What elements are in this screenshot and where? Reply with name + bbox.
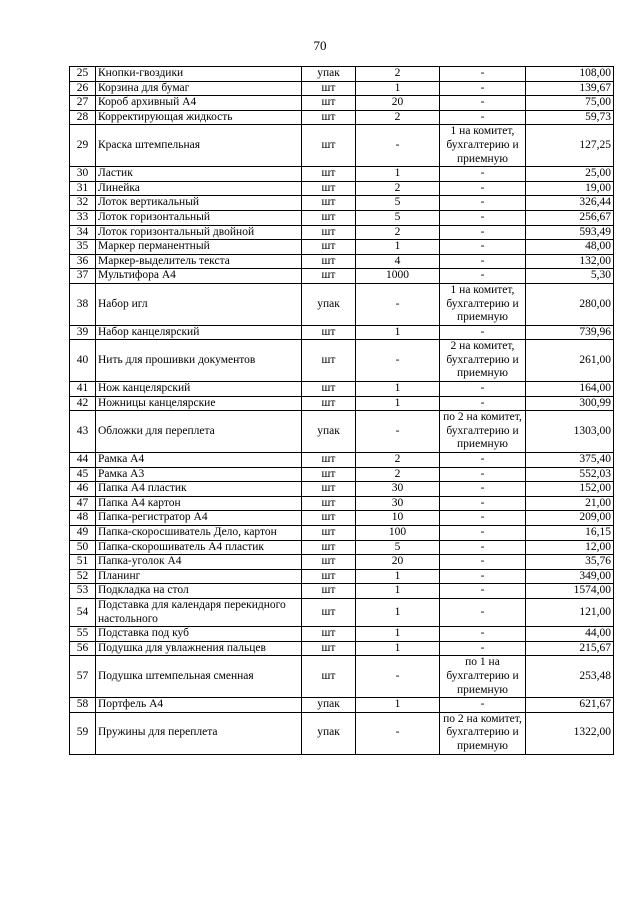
row-number: 39 [70,325,96,340]
quantity-cell: 1000 [356,269,440,284]
distribution-note: - [440,598,526,626]
row-number: 49 [70,526,96,541]
table-body [70,67,614,755]
distribution-note: - [440,467,526,482]
price-cell: 215,67 [526,641,614,656]
price-cell: 739,96 [526,325,614,340]
price-cell: 19,00 [526,181,614,196]
row-number: 58 [70,698,96,713]
item-name: Ластик [96,167,302,182]
unit-cell: упак [302,67,356,82]
item-name: Папка А4 картон [96,496,302,511]
item-name: Планинг [96,569,302,584]
table-row [70,269,614,284]
unit-cell: шт [302,325,356,340]
price-cell: 108,00 [526,67,614,82]
table-row [70,453,614,468]
distribution-note: по 1 на бухгалтерию и приемную [440,656,526,698]
table-row [70,511,614,526]
table-row [70,210,614,225]
unit-cell: шт [302,656,356,698]
row-number: 33 [70,210,96,225]
item-name: Папка А4 пластик [96,482,302,497]
unit-cell: шт [302,181,356,196]
unit-cell: шт [302,555,356,570]
table-row [70,526,614,541]
table-row [70,67,614,82]
price-cell: 59,73 [526,110,614,125]
unit-cell: шт [302,467,356,482]
quantity-cell: 1 [356,325,440,340]
unit-cell: шт [302,210,356,225]
distribution-note: - [440,167,526,182]
price-cell: 326,44 [526,196,614,211]
quantity-cell: 10 [356,511,440,526]
unit-cell: шт [302,125,356,167]
row-number: 25 [70,67,96,82]
quantity-cell: 1 [356,569,440,584]
quantity-cell: 1 [356,627,440,642]
item-name: Корректирующая жидкость [96,110,302,125]
unit-cell: шт [302,196,356,211]
unit-cell: шт [302,526,356,541]
table-row [70,110,614,125]
quantity-cell: - [356,411,440,453]
unit-cell: шт [302,81,356,96]
table-row [70,712,614,754]
distribution-note: - [440,396,526,411]
price-cell: 132,00 [526,254,614,269]
item-name: Рамка А4 [96,453,302,468]
row-number: 28 [70,110,96,125]
unit-cell: шт [302,110,356,125]
row-number: 41 [70,382,96,397]
price-cell: 16,15 [526,526,614,541]
unit-cell: шт [302,627,356,642]
row-number: 38 [70,283,96,325]
unit-cell: шт [302,240,356,255]
item-name: Папка-скоросшиватель Дело, картон [96,526,302,541]
row-number: 47 [70,496,96,511]
distribution-note: - [440,641,526,656]
distribution-note: - [440,526,526,541]
row-number: 29 [70,125,96,167]
item-name: Подушка для увлажнения пальцев [96,641,302,656]
price-cell: 25,00 [526,167,614,182]
item-name: Короб архивный А4 [96,96,302,111]
distribution-note: - [440,210,526,225]
quantity-cell: - [356,340,440,382]
unit-cell: шт [302,482,356,497]
table-row [70,225,614,240]
table-row [70,467,614,482]
distribution-note: 1 на комитет, бухгалтерию и приемную [440,283,526,325]
table-row [70,698,614,713]
row-number: 59 [70,712,96,754]
table-row [70,482,614,497]
row-number: 52 [70,569,96,584]
quantity-cell: 2 [356,181,440,196]
unit-cell: шт [302,540,356,555]
table-row [70,81,614,96]
quantity-cell: 1 [356,584,440,599]
item-name: Нить для прошивки документов [96,340,302,382]
quantity-cell: - [356,656,440,698]
quantity-cell: - [356,125,440,167]
unit-cell: упак [302,698,356,713]
quantity-cell: 30 [356,482,440,497]
distribution-note: - [440,110,526,125]
distribution-note: 2 на комитет, бухгалтерию и приемную [440,340,526,382]
unit-cell: шт [302,396,356,411]
distribution-note: - [440,627,526,642]
distribution-note: - [440,482,526,497]
item-name: Кнопки-гвоздики [96,67,302,82]
item-name: Корзина для бумаг [96,81,302,96]
row-number: 48 [70,511,96,526]
table-row [70,96,614,111]
price-cell: 1322,00 [526,712,614,754]
quantity-cell: 1 [356,81,440,96]
price-cell: 152,00 [526,482,614,497]
quantity-cell: 4 [356,254,440,269]
row-number: 55 [70,627,96,642]
row-number: 56 [70,641,96,656]
distribution-note: по 2 на комитет, бухгалтерию и приемную [440,411,526,453]
distribution-note: - [440,81,526,96]
distribution-note: - [440,181,526,196]
table-row [70,411,614,453]
table-row [70,555,614,570]
unit-cell: упак [302,283,356,325]
table-row [70,396,614,411]
unit-cell: упак [302,712,356,754]
distribution-note: - [440,269,526,284]
price-cell: 621,67 [526,698,614,713]
quantity-cell: 20 [356,555,440,570]
price-cell: 5,30 [526,269,614,284]
price-cell: 127,25 [526,125,614,167]
row-number: 32 [70,196,96,211]
row-number: 45 [70,467,96,482]
item-name: Обложки для переплета [96,411,302,453]
quantity-cell: 5 [356,540,440,555]
price-cell: 44,00 [526,627,614,642]
item-name: Рамка А3 [96,467,302,482]
row-number: 53 [70,584,96,599]
price-cell: 375,40 [526,453,614,468]
table-row [70,167,614,182]
quantity-cell: 1 [356,698,440,713]
distribution-note: 1 на комитет, бухгалтерию и приемную [440,125,526,167]
row-number: 46 [70,482,96,497]
row-number: 35 [70,240,96,255]
row-number: 42 [70,396,96,411]
quantity-cell: - [356,283,440,325]
price-cell: 121,00 [526,598,614,626]
unit-cell: шт [302,269,356,284]
item-name: Папка-скорошиватель А4 пластик [96,540,302,555]
quantity-cell: 2 [356,67,440,82]
row-number: 27 [70,96,96,111]
table-row [70,584,614,599]
page-number: 70 [313,38,327,53]
row-number: 36 [70,254,96,269]
quantity-cell: 2 [356,453,440,468]
distribution-note: - [440,240,526,255]
item-name: Нож канцелярский [96,382,302,397]
distribution-note: - [440,496,526,511]
item-name: Маркер перманентный [96,240,302,255]
item-name: Папка-уголок А4 [96,555,302,570]
price-cell: 253,48 [526,656,614,698]
price-cell: 1574,00 [526,584,614,599]
price-cell: 256,67 [526,210,614,225]
price-cell: 261,00 [526,340,614,382]
quantity-cell: 2 [356,225,440,240]
unit-cell: шт [302,96,356,111]
price-cell: 209,00 [526,511,614,526]
table-row [70,627,614,642]
unit-cell: шт [302,382,356,397]
item-name: Подставка под куб [96,627,302,642]
table-row [70,340,614,382]
unit-cell: шт [302,511,356,526]
table-row [70,196,614,211]
item-name: Набор канцелярский [96,325,302,340]
quantity-cell: 100 [356,526,440,541]
distribution-note: - [440,96,526,111]
price-cell: 48,00 [526,240,614,255]
quantity-cell: 5 [356,196,440,211]
distribution-note: - [440,67,526,82]
row-number: 50 [70,540,96,555]
distribution-note: - [440,453,526,468]
quantity-cell: 1 [356,167,440,182]
table-row [70,641,614,656]
distribution-note: - [440,254,526,269]
unit-cell: шт [302,254,356,269]
price-cell: 21,00 [526,496,614,511]
supplies-table [69,66,614,755]
table-row [70,656,614,698]
price-cell: 164,00 [526,382,614,397]
price-cell: 35,76 [526,555,614,570]
quantity-cell: 1 [356,641,440,656]
distribution-note: - [440,698,526,713]
table-row [70,569,614,584]
price-cell: 1303,00 [526,411,614,453]
item-name: Набор игл [96,283,302,325]
price-cell: 75,00 [526,96,614,111]
quantity-cell: - [356,712,440,754]
row-number: 44 [70,453,96,468]
table-row [70,496,614,511]
quantity-cell: 1 [356,396,440,411]
table-row [70,540,614,555]
unit-cell: шт [302,641,356,656]
item-name: Портфель А4 [96,698,302,713]
row-number: 57 [70,656,96,698]
price-cell: 552,03 [526,467,614,482]
table-row [70,598,614,626]
item-name: Лоток горизонтальный двойной [96,225,302,240]
row-number: 40 [70,340,96,382]
item-name: Подушка штемпельная сменная [96,656,302,698]
item-name: Пружины для переплета [96,712,302,754]
quantity-cell: 5 [356,210,440,225]
table-row [70,254,614,269]
price-cell: 593,49 [526,225,614,240]
table-row [70,240,614,255]
unit-cell: шт [302,598,356,626]
table-row [70,325,614,340]
row-number: 26 [70,81,96,96]
distribution-note: по 2 на комитет, бухгалтерию и приемную [440,712,526,754]
table-row [70,125,614,167]
price-cell: 349,00 [526,569,614,584]
row-number: 37 [70,269,96,284]
distribution-note: - [440,196,526,211]
unit-cell: шт [302,453,356,468]
table-row [70,382,614,397]
quantity-cell: 1 [356,240,440,255]
item-name: Лоток вертикальный [96,196,302,211]
unit-cell: шт [302,167,356,182]
distribution-note: - [440,225,526,240]
price-cell: 139,67 [526,81,614,96]
distribution-note: - [440,584,526,599]
row-number: 31 [70,181,96,196]
row-number: 51 [70,555,96,570]
distribution-note: - [440,511,526,526]
unit-cell: шт [302,496,356,511]
distribution-note: - [440,555,526,570]
quantity-cell: 30 [356,496,440,511]
unit-cell: шт [302,584,356,599]
unit-cell: шт [302,340,356,382]
price-cell: 280,00 [526,283,614,325]
row-number: 43 [70,411,96,453]
quantity-cell: 2 [356,467,440,482]
distribution-note: - [440,382,526,397]
distribution-note: - [440,325,526,340]
distribution-note: - [440,569,526,584]
price-cell: 300,99 [526,396,614,411]
price-cell: 12,00 [526,540,614,555]
item-name: Маркер-выделитель текста [96,254,302,269]
item-name: Ножницы канцелярские [96,396,302,411]
item-name: Подкладка на стол [96,584,302,599]
unit-cell: упак [302,411,356,453]
item-name: Краска штемпельная [96,125,302,167]
table-row [70,283,614,325]
item-name: Линейка [96,181,302,196]
quantity-cell: 20 [356,96,440,111]
unit-cell: шт [302,569,356,584]
quantity-cell: 1 [356,598,440,626]
quantity-cell: 2 [356,110,440,125]
item-name: Папка-регистратор А4 [96,511,302,526]
row-number: 34 [70,225,96,240]
row-number: 30 [70,167,96,182]
item-name: Мультифора А4 [96,269,302,284]
row-number: 54 [70,598,96,626]
distribution-note: - [440,540,526,555]
item-name: Подставка для календаря перекидного настольного [96,598,302,626]
table-row [70,181,614,196]
unit-cell: шт [302,225,356,240]
item-name: Лоток горизонтальный [96,210,302,225]
quantity-cell: 1 [356,382,440,397]
